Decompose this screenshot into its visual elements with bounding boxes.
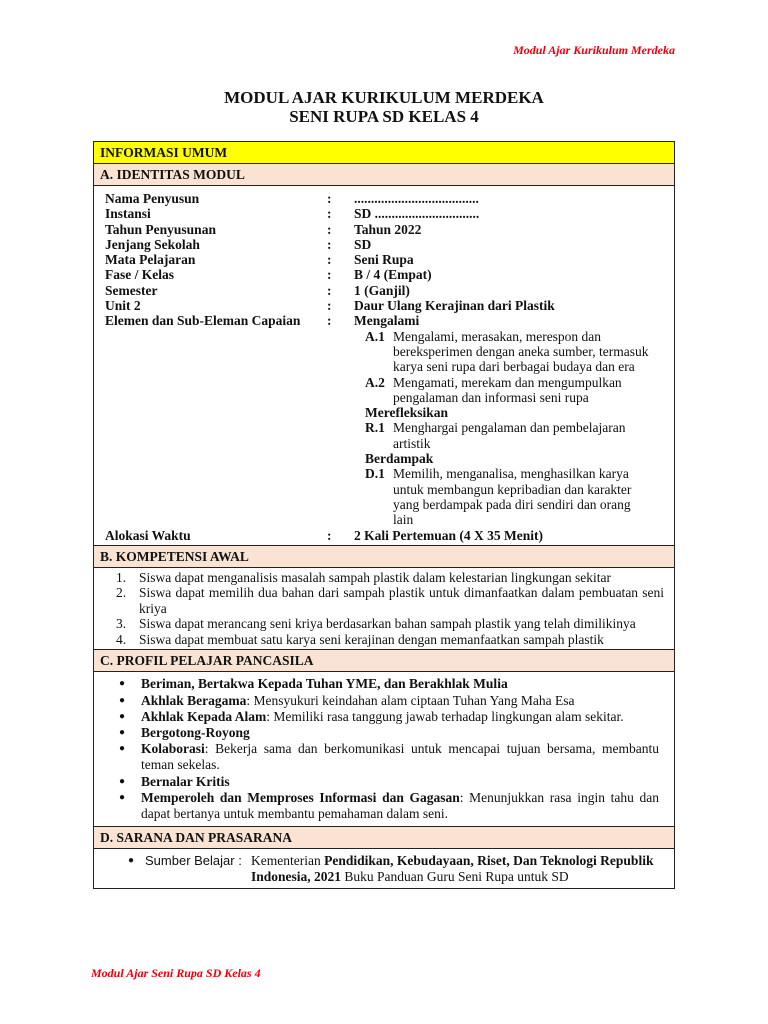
list-item <box>116 616 664 632</box>
sarana-label: Sumber Belajar : <box>145 853 242 869</box>
item-text: Siswa dapat memilih dua bahan dari sampah plastik untuk dimanfaatkan dalam pembuatan seni kriya <box>139 585 664 616</box>
ident-row <box>94 267 674 282</box>
item-text: : Menunjukkan rasa ingin tahu dan dapat bertanya untuk membantu pemahaman dalam seni. <box>141 789 659 821</box>
section-kompetensi <box>94 546 674 651</box>
item-bold: Beriman, Bertakwa Kepada Tuhan YME, dan Berakhlak Mulia <box>141 676 508 692</box>
ident-colon: : <box>327 191 332 206</box>
capaian-item <box>365 420 650 451</box>
ident-value: Daur Ulang Kerajinan dari Plastik <box>354 298 555 314</box>
ident-row <box>94 313 674 328</box>
ident-label: Jenjang Sekolah <box>105 236 200 252</box>
item-bold: Bernalar Kritis <box>141 773 230 789</box>
ident-colon: : <box>327 252 332 268</box>
ident-row <box>94 252 674 267</box>
capaian-code: R.1 <box>365 420 385 436</box>
ident-value: B / 4 (Empat) <box>354 267 432 283</box>
ident-colon: : <box>327 236 332 252</box>
capaian-item <box>365 375 650 406</box>
ident-label: Instansi <box>105 206 151 222</box>
bullet-icon: ● <box>119 710 126 722</box>
capaian-subheading: Merefleksikan <box>365 405 448 421</box>
list-item <box>119 693 659 709</box>
item-bold: Bergotong-Royong <box>141 724 250 740</box>
section-b-heading: B. KOMPETENSI AWAL <box>94 546 674 568</box>
item-number: 2. <box>116 585 127 601</box>
capaian-subheading: Berdampak <box>365 451 434 467</box>
ident-value: ..................................... <box>354 191 479 206</box>
capaian-text: Memilih, menganalisa, menghasilkan karya untuk membangun kepribadian dan karakter yang berdampak pada diri sendiri dan orang lain <box>393 466 632 528</box>
bullet-icon: ● <box>119 775 126 787</box>
ident-row <box>94 206 674 221</box>
ident-label: Tahun Penyusunan <box>105 221 216 237</box>
capaian-code: A.2 <box>365 374 385 390</box>
ident-value: SD <box>354 236 372 252</box>
list-item <box>119 676 659 692</box>
section-d-heading: D. SARANA DAN PRASARANA <box>94 827 674 849</box>
list-item <box>119 725 659 741</box>
info-umum-heading: INFORMASI UMUM <box>94 142 674 164</box>
item-bold: Akhlak Beragama <box>141 692 247 708</box>
bullet-icon: ● <box>119 791 126 803</box>
ident-colon: : <box>327 282 332 298</box>
capaian-item <box>365 329 650 375</box>
list-item <box>119 790 659 822</box>
capaian-code: D.1 <box>365 466 385 482</box>
ident-row <box>94 222 674 237</box>
item-text: : Mensyukuri keindahan alam ciptaan Tuhan Yang Maha Esa <box>246 692 575 708</box>
ident-label: Fase / Kelas <box>105 267 174 283</box>
ident-label: Mata Pelajaran <box>105 252 196 268</box>
section-a-heading: A. IDENTITAS MODUL <box>94 164 674 186</box>
sarana-value <box>251 853 664 885</box>
ident-value: 2 Kali Pertemuan (4 X 35 Menit) <box>354 527 543 543</box>
list-item <box>119 709 659 725</box>
ident-colon: : <box>327 527 332 543</box>
ident-row <box>94 283 674 298</box>
item-text: Siswa dapat membuat satu karya seni kerajinan dengan memanfaatkan sampah plastik <box>139 631 604 647</box>
ident-label: Nama Penyusun <box>105 191 200 206</box>
ident-label: Semester <box>105 282 158 298</box>
bullet-icon: ● <box>119 678 126 690</box>
section-c-heading: C. PROFIL PELAJAR PANCASILA <box>94 650 674 672</box>
ident-colon: : <box>327 313 332 329</box>
capaian-code: A.1 <box>365 328 385 344</box>
section-sarana <box>94 827 674 888</box>
item-number: 4. <box>116 631 127 647</box>
ident-row <box>94 237 674 252</box>
item-text: Siswa dapat menganalisis masalah sampah plastik dalam kelestarian lingkungan sekitar <box>139 569 611 585</box>
list-item <box>119 741 659 773</box>
ident-row <box>94 298 674 313</box>
item-text: : Bekerja sama dan berkomunikasi untuk mencapai tujuan bersama, membantu teman sekelas. <box>141 741 659 773</box>
ident-label: Alokasi Waktu <box>105 527 191 543</box>
sarana-value-post: Buku Panduan Guru Seni Rupa untuk SD <box>341 869 569 885</box>
list-item <box>116 632 664 648</box>
list-item <box>119 774 659 790</box>
item-number: 1. <box>116 569 127 585</box>
ident-colon: : <box>327 206 332 222</box>
ident-colon: : <box>327 267 332 283</box>
footer-note: Modul Ajar Seni Rupa SD Kelas 4 <box>91 966 261 980</box>
ident-colon: : <box>327 298 332 314</box>
bullet-icon: ● <box>128 855 135 867</box>
capaian-text: Mengamati, merekam dan mengumpulkan pengalaman dan informasi seni rupa <box>393 374 622 405</box>
item-bold: Akhlak Kepada Alam <box>141 708 267 724</box>
item-bold: Kolaborasi <box>141 741 205 757</box>
list-item <box>128 853 664 885</box>
ident-row <box>94 191 674 206</box>
ident-value: SD ............................... <box>354 206 480 222</box>
capaian-text: Menghargai pengalaman dan pembelajaran artistik <box>393 420 626 451</box>
header-note: Modul Ajar Kurikulum Merdeka <box>513 43 675 57</box>
capaian-text: Mengalami, merasakan, merespon dan bereksperimen dengan aneka sumber, termasuk karya seni rupa dari berbagai budaya dan era <box>393 328 649 375</box>
bullet-icon: ● <box>119 726 126 738</box>
title-line-2: SENI RUPA SD KELAS 4 <box>289 107 479 126</box>
section-identitas <box>94 164 674 546</box>
ident-label: Unit 2 <box>105 298 141 314</box>
ident-value: Seni Rupa <box>354 252 414 268</box>
ident-row-alokasi <box>94 528 674 543</box>
document-title <box>0 88 768 126</box>
sarana-value-bold: Pendidikan, Kebudayaan, Riset, Dan Teknologi Republik Indonesia, 2021 <box>251 853 654 885</box>
list-item <box>116 570 664 586</box>
item-bold: Memperoleh dan Memproses Informasi dan Gagasan <box>141 789 460 805</box>
item-text: : Memiliki rasa tanggung jawab terhadap lingkungan alam sekitar. <box>266 708 624 724</box>
bullet-icon: ● <box>119 743 126 755</box>
ident-colon: : <box>327 221 332 237</box>
item-number: 3. <box>116 616 127 632</box>
bullet-icon: ● <box>119 694 126 706</box>
ident-label: Elemen dan Sub-Eleman Capaian <box>105 313 301 329</box>
capaian-block <box>365 329 650 528</box>
ident-value: 1 (Ganjil) <box>354 282 410 298</box>
sarana-value-pre: Kementerian <box>251 853 325 869</box>
ident-value: Mengalami <box>354 313 420 329</box>
section-profil <box>94 650 674 827</box>
capaian-item <box>365 466 650 527</box>
ident-value: Tahun 2022 <box>354 221 422 237</box>
item-text: Siswa dapat merancang seni kriya berdasarkan bahan sampah plastik yang telah dimilikinya <box>139 616 636 632</box>
title-line-1: MODUL AJAR KURIKULUM MERDEKA <box>224 88 544 107</box>
list-item <box>116 585 664 616</box>
module-table <box>93 141 675 889</box>
